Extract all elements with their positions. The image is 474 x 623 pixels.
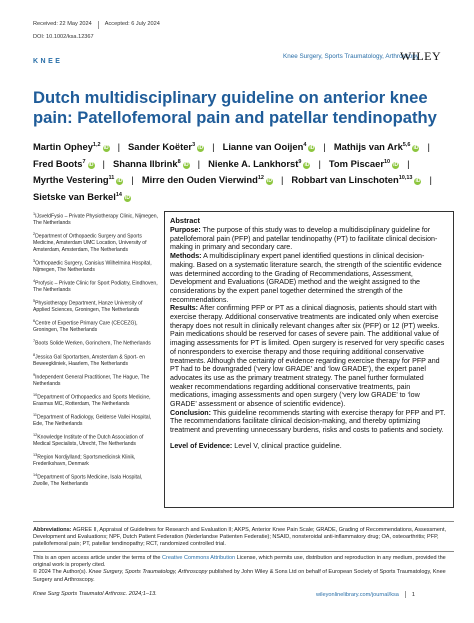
affiliation-item: $^{14}$Department of Sports Medicine, Isala Hospital, Zwolle, The Netherlands <box>33 473 143 488</box>
affiliation-item: $^{13}$Region Nordjylland; Sportsmedicinsk Klinik, Frederikshavn, Denmark <box>33 452 136 468</box>
author: Lianne van Ooijen$^4$iD <box>222 141 315 153</box>
orcid-icon[interactable]: iD <box>415 178 421 185</box>
affiliation-item: $^{10}$Department of Orthopaedics and Sports Medicine, Erasmus MC, Rotterdam, The Netherlands <box>33 392 151 407</box>
affiliation-item: $^9$Independent General Practitioner, The Hague, The Netherlands <box>33 372 150 387</box>
orcid-icon[interactable]: iD <box>309 145 315 152</box>
author-separator: | <box>212 141 215 153</box>
accepted-date: Accepted: 6 July 2024 <box>104 21 160 27</box>
author-separator: | <box>131 174 134 186</box>
author-separator: | <box>318 157 321 169</box>
author: Mathijs van Ark$^{5,6}$iD <box>333 141 419 153</box>
license-line: This is an open access article under the terms of the Creative Commons Attribution License, which permits use, distribution and reproduction in any medium, provided the original work is properly cited. <box>33 555 446 569</box>
author-separator: | <box>407 157 410 169</box>
orcid-icon[interactable]: iD <box>393 161 399 168</box>
license-text <box>33 555 454 584</box>
affiliation-item: $^7$Boots Solide Werken, Gorinchem, The Netherlands <box>33 339 151 347</box>
author-separator: | <box>102 157 105 169</box>
divider <box>98 21 99 29</box>
orcid-icon[interactable]: iD <box>103 145 109 152</box>
affiliation-item: $^{12}$Knowledge Institute of the Dutch Association of Medical Specialists, Utrecht, The Netherlands <box>33 432 144 448</box>
received-accepted-line <box>33 21 160 29</box>
author-separator: | <box>117 141 120 153</box>
author: Mirre den Ouden Vierwind$^{12}$iD <box>141 174 272 186</box>
orcid-icon[interactable]: iD <box>183 161 189 168</box>
abbreviations: Abbreviations: AGREE II, Appraisal of Guidelines for Research and Evaluation II; AKPS, Anterior Knee Pain Scale; GRADE, Grading of Recommendations, Assessment, Development and Evaluations; NPF, Dutch Patient Federation (Nederlandse Patienten Federatie); NSAID, nonsteroidal anti-inflammatory drug; OA, osteoarthritis; PFP, patellofemoral pain; PT, patellar tendinopathy; RCT, randomized controlled trial. <box>33 527 447 548</box>
creative-commons-link[interactable]: Creative Commons Attribution <box>162 555 236 561</box>
section-label: KNEE <box>33 58 63 65</box>
affiliation-item: $^3$Orthopaedic Surgery, Canisius Wilhelmina Hospital, Nijmegen, The Netherlands <box>33 258 152 273</box>
orcid-icon[interactable]: iD <box>266 178 272 185</box>
orcid-icon[interactable]: iD <box>304 161 310 168</box>
article-title: Dutch multidisciplinary guideline on anterior knee pain: Patellofemoral pain and patellar tendinopathy <box>33 88 437 127</box>
doi[interactable]: DOI: 10.1002/ksa.12367 <box>33 34 94 40</box>
affiliation-item: $^5$Physiotherapy Department, Hanze University of Applied Sciences, Groningen, The Netherlands <box>33 298 143 314</box>
author-separator: | <box>429 174 432 186</box>
copyright-line: © 2024 The Author(s). Knee Surgery, Sports Traumatology, Arthroscopy published by John Wiley & Sons Ltd on behalf of European Society of Sports Traumatology, Knee Surgery and Arthroscopy. <box>33 569 446 583</box>
affiliation-item: $^1$IJsveldFysio – Private Physiotherapy Clinic, Nijmegen, The Netherlands <box>33 212 158 227</box>
author: Martin Ophey$^{1,2}$iD <box>33 141 109 153</box>
orcid-icon[interactable]: iD <box>413 145 419 152</box>
author-separator: | <box>427 141 430 153</box>
author-separator: | <box>280 174 284 186</box>
author: Nienke A. Lankhorst$^9$iD <box>208 157 310 169</box>
affiliation-item: $^8$Jessica Gal Sportartsen, Amsterdam & Sport- en Beweegkliniek, Haarlem, The Netherlands <box>33 352 145 367</box>
affiliations <box>33 211 159 492</box>
orcid-icon[interactable]: iD <box>117 178 123 185</box>
abstract-box <box>164 211 454 508</box>
author-list <box>33 138 453 205</box>
author: Fred Boots$^7$iD <box>33 157 94 169</box>
author-separator: | <box>323 141 326 153</box>
divider <box>405 591 406 598</box>
author: Sander Koëter$^3$iD <box>128 141 204 153</box>
orcid-icon[interactable]: iD <box>125 195 130 201</box>
author: Myrthe Vestering$^{11}$iD <box>33 174 123 186</box>
divider <box>33 551 454 552</box>
affiliation-item: $^6$Centre of Expertise Primary Care (CECEZG), Groningen, The Netherlands <box>33 318 138 334</box>
journal-name[interactable]: Knee Surgery, Sports Traumatology, Arthroscopy <box>283 53 419 60</box>
author-separator: | <box>197 157 201 169</box>
affiliation-item: $^{11}$Department of Radiology, Gelderse Vallei Hospital, Ede, The Netherlands <box>33 412 152 428</box>
abstract-purpose: Purpose: The purpose of this study was to develop a multidisciplinary guideline for patellofemoral pain (PFP) and patellar tendinopathy (PT) to facilitate clinical decision-making in primary and secondary care. <box>170 226 438 252</box>
author: Sietske van Berkel$^{14}$iD <box>33 191 130 202</box>
affiliation-item: $^4$Profysic – Private Clinic for Sport Podiatry, Eindhoven, The Netherlands <box>33 278 158 294</box>
author: Robbart van Linschoten$^{10,13}$iD <box>291 174 421 186</box>
page-number: 1 <box>411 591 416 598</box>
author: Shanna Ilbrink$^8$iD <box>112 157 189 169</box>
orcid-icon[interactable]: iD <box>198 145 204 152</box>
abstract-methods: Methods: A multidisciplinary expert panel identified questions in clinical decision-making. Based on a systematic literature search, the strength of the scientific evidence was determined according to the Grading of Recommendations, Assessment, Development and Evaluations (GRADE) method and the weight assigned to the considerations by the expert panel together determined the strength of the recommendations. <box>170 252 442 304</box>
author: Tom Piscaer$^{10}$iD <box>328 157 399 169</box>
abstract-conclusion: Conclusion: This guideline recommends starting with exercise therapy for PFP and PT. The recommendations facilitate clinical decision-making, and thereby optimizing treatment and preventing unnecessary burdens, risks and costs to patients and society. <box>170 408 446 435</box>
abstract-level-of-evidence: Level of Evidence: Level V, clinical practice guideline. <box>170 441 342 450</box>
affiliation-item: $^2$Department of Orthopaedic Surgery and Sports Medicine, Amsterdam UMC Location, University of Amsterdam, Amsterdam, The Netherlands <box>33 232 147 253</box>
publisher-logo: WILEY <box>400 49 442 63</box>
abstract-heading: Abstract <box>170 216 200 225</box>
footer-right <box>316 591 415 598</box>
journal-url[interactable]: wileyonlinelibrary.com/journal/ksa <box>316 591 399 598</box>
citation: Knee Surg Sports Traumatol Arthrosc. 2024;1–13. <box>33 591 157 597</box>
divider <box>33 521 454 522</box>
orcid-icon[interactable]: iD <box>88 161 94 168</box>
abstract-results: Results: After confirming PFP or PT as a clinical diagnosis, patients should start with exercise therapy. Additional conservative treatments are indicated only when exercise therapy does not result in clinically relevant changes after six (PFP) or 12 (PT) weeks. Pain medications should be reserved for cases of severe pain. The additional value of imaging assessments for PT is limited. Open surgery is reserved for very specific cases of nonresponders to exercise therapy and those requiring additional conservative treatments. Although the certainty of evidence regarding exercise therapy for PFP and PT had to be downgraded (‘very low GRADE’ and ‘low GRADE’), the expert panel advocates its use as the primary treatment strategy. The panel further formulated weaker recommendations regarding additional conservative treatments, pain medications, imaging assessments and open surgery (‘very low GRADE’ to ‘low GRADE’ assessment or absence of scientific evidence). <box>170 304 445 409</box>
received-date: Received: 22 May 2024 <box>33 21 92 27</box>
